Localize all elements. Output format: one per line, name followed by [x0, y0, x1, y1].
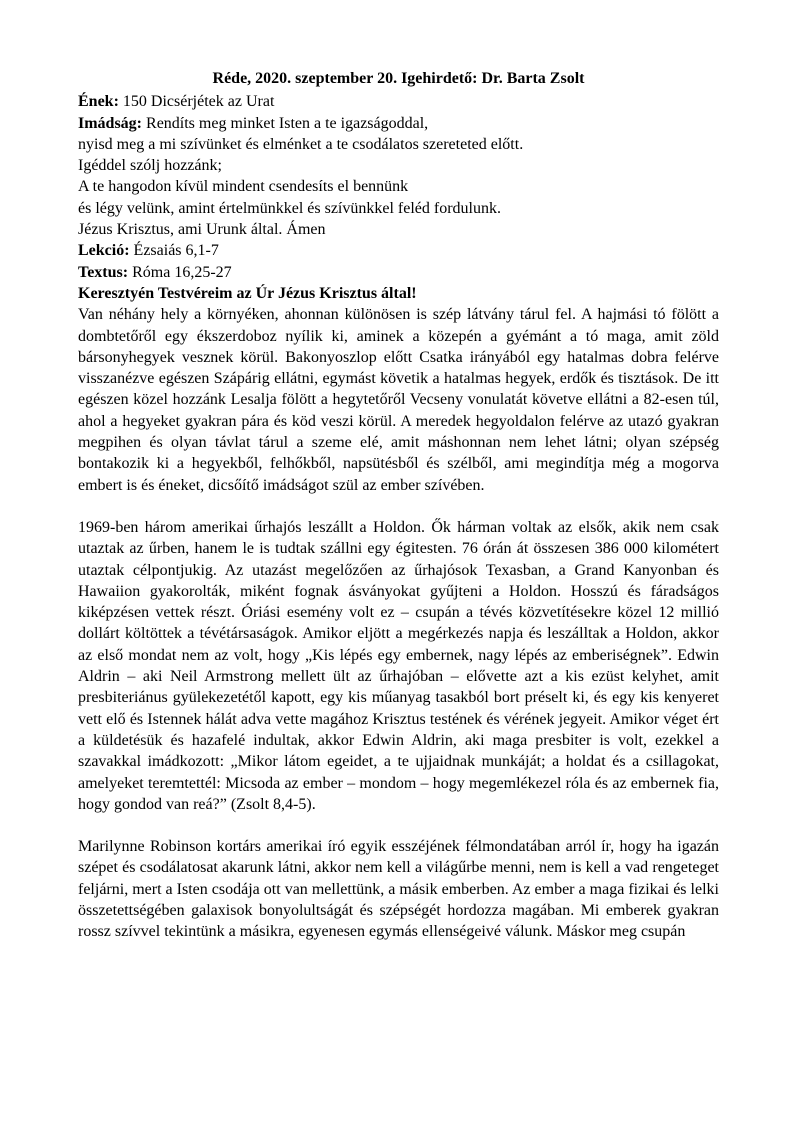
- imadsag-line-5: és légy velünk, amint értelmünkkel és szívünkkel feléd fordulunk.: [78, 199, 501, 217]
- sermon-greeting: Keresztyén Testvéreim az Úr Jézus Krisztus által!: [78, 284, 417, 302]
- textus-value: Róma 16,25-27: [128, 263, 232, 281]
- sermon-paragraph-1: Van néhány hely a környéken, ahonnan különösen is szép látvány tárul fel. A hajmási tó fölött a dombtetőről egy ékszerdoboz nyílik ki, aminek a közepén a gyémánt a tó maga, amit zöld bársonyhegyek vesznek körül. Bakonyoszlop előtt Csatka irányából egy hatalmas dobra felérve visszanézve egészen Szápárig ellátni, egymást követik a hatalmas hegyek, erdők és tisztások. De itt egészen közel hozzánk Lesalja fölött a hegytetőről Vecseny vonulatát követve ellátni a 82-esen túl, ahol a hegyeket gyakran pára és köd veszi körül. A meredek hegyoldalon felérve az utazó gyakran megpihen és olyan távlat tárul a szeme elé, amit máshonnan nem lehet látni; olyan szépség bontakozik ki a hegyekből, felhőkből, napsütésből és szélből, ami megindítja még a mogorva embert is és éneket, dicsőítő imádságot szül az ember szívében.: [78, 306, 719, 494]
- imadsag-line-4: A te hangodon kívül mindent csendesíts el bennünk: [78, 178, 409, 196]
- imadsag-text: Rendíts meg minket Isten a te igazságoddal,: [142, 114, 429, 132]
- imadsag-line-1: [78, 113, 719, 134]
- enek-value: 150 Dicsérjétek az Urat: [118, 93, 275, 111]
- paragraph-gap: [78, 815, 719, 836]
- lekcio-line: [78, 240, 719, 261]
- lekcio-value: Ézsaiás 6,1-7: [129, 242, 219, 260]
- enek-line: [78, 91, 719, 112]
- imadsag-line-6: Jézus Krisztus, ami Urunk által. Ámen: [78, 221, 326, 239]
- sermon-paragraph-2: 1969-ben három amerikai űrhajós leszállt a Holdon. Ők hárman voltak az elsők, akik nem csak utaztak az űrben, hanem le is tudtak szállni egy égitesten. 76 órán át összesen 386 000 kilométert utaztak célpontjukig. Az utazást megelőzően az űrhajósok Texasban, a Grand Kanyonban és Hawaiion gyakorolták, miként fognak ásványokat gyűjteni a Holdon. Hosszú és fáradságos kiképzésen vettek részt. Óriási esemény volt ez – csupán a tévés közvetítésekre közel 12 millió dollárt költöttek a tévétársaságok. Amikor eljött a megérkezés napja és leszálltak a Holdon, akkor az első mondat nem az volt, hogy „Kis lépés egy embernek, nagy lépés az emberiségnek”. Edwin Aldrin – aki Neil Armstrong mellett ült az űrhajóban – elővette azt a kis ezüst kelyhet, amit presbiteriánus gyülekezetétől kapott, egy kis műanyag tasakból bort préselt ki, és egy kis kenyeret vett elő és Istennek hálát adva vette magához Krisztus testének és vérének jegyeit. Amikor véget ért a küldetésük és hazafelé indultak, akkor Edwin Aldrin, aki maga presbiter is volt, ezekkel a szavakkal imádkozott: „Mikor látom egeidet, a te ujjaidnak munkáját; a holdat és a csillagokat, amelyeket teremtettél: Micsoda az ember – mondom – hogy megemlékezel róla és az embernek fia, hogy gondod van reá?” (Zsolt 8,4-5).: [78, 518, 719, 813]
- sermon-paragraph-3: Marilynne Robinson kortárs amerikai író egyik esszéjének félmondatában arról ír, hogy ha igazán szépet és csodálatosat akarunk látni, akkor nem kell a világűrbe menni, nem is kell a vad rengeteget feljárni, mert a Isten csodája ott van mellettünk, a másik emberben. Az ember a maga fizikai és lelki összetettségében galaxisok bonyolultságát és szépségét hordozza magában. Mi emberek gyakran rossz szívvel tekintünk a másikra, egyenesen egymás ellenségeivé válunk. Máskor meg csupán: [78, 838, 719, 941]
- enek-label: Ének:: [78, 93, 119, 111]
- imadsag-line-2: nyisd meg a mi szívünket és elménket a te csodálatos szereteted előtt.: [78, 135, 524, 153]
- textus-line: [78, 262, 719, 283]
- lekcio-label: Lekció:: [78, 242, 130, 260]
- imadsag-line-3: Igéddel szólj hozzánk;: [78, 157, 222, 175]
- imadsag-label: Imádság:: [78, 114, 143, 132]
- paragraph-gap: [78, 496, 719, 517]
- page-title: Réde, 2020. szeptember 20. Igehirdető: Dr. Barta Zsolt: [212, 70, 585, 87]
- document-page: [78, 68, 719, 943]
- textus-label: Textus:: [78, 263, 129, 281]
